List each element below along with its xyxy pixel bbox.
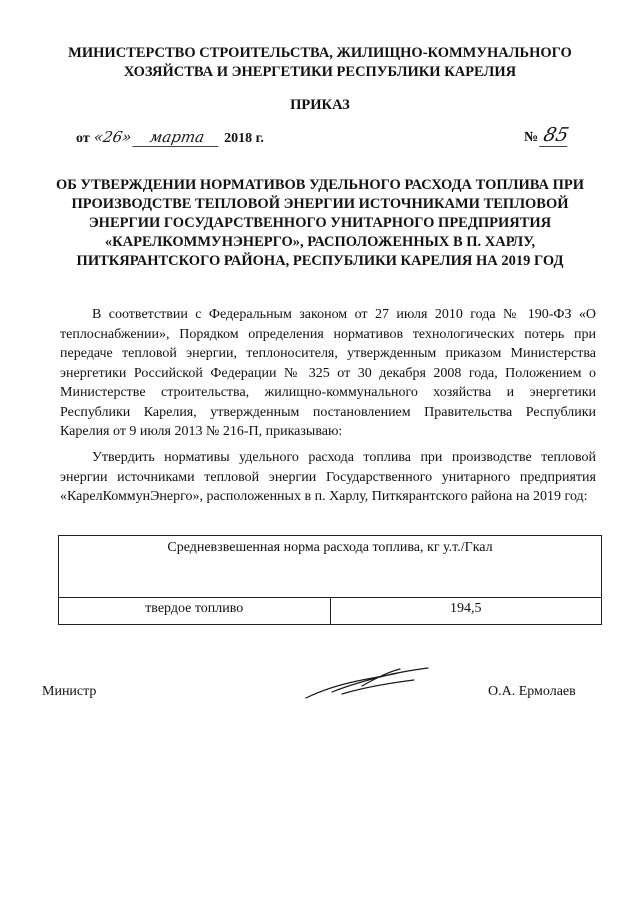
org-line-2: ХОЗЯЙСТВА И ЭНЕРГЕТИКИ РЕСПУБЛИКИ КАРЕЛИЯ: [123, 64, 517, 80]
document-type: ПРИКАЗ: [290, 97, 350, 113]
fuel-norm-table: [58, 535, 602, 625]
fuel-type-cell: твердое топливо: [59, 598, 331, 625]
order-subject: [40, 176, 600, 271]
table-row: [59, 598, 602, 625]
date-day: «26»: [92, 128, 134, 146]
fuel-value-cell: 194,5: [330, 598, 602, 625]
signer-name: О.А. Ермолаев: [488, 684, 576, 699]
subject-line-1: ОБ УТВЕРЖДЕНИИ НОРМАТИВОВ УДЕЛЬНОГО РАСХОДА ТОПЛИВА ПРИ: [55, 177, 585, 193]
table-header-row: [59, 536, 602, 598]
number-prefix: №: [524, 130, 539, 145]
subject-line-5: ПИТКЯРАНТСКОГО РАЙОНА, РЕСПУБЛИКИ КАРЕЛИЯ НА 2019 ГОД: [76, 253, 564, 269]
number-value: 85: [539, 124, 573, 147]
subject-line-3: ЭНЕРГИИ ГОСУДАРСТВЕННОГО УНИТАРНОГО ПРЕДПРИЯТИЯ: [88, 215, 552, 231]
body-paragraph-2: Утвердить нормативы удельного расхода топлива при производстве тепловой энергии источниками тепловой энергии Государственного унитарного предприятия «КарелКоммунЭнерго», расположенных в п. Харлу, Питкярантского района на 2019 год:: [60, 450, 596, 504]
signer-position: Министр: [42, 684, 97, 699]
order-date: [76, 128, 264, 147]
date-month: марта: [132, 128, 221, 147]
body-paragraph-1: В соответствии с Федеральным законом от 27 июля 2010 года № 190-ФЗ «О теплоснабжении», Порядком определения нормативов технологических потерь при передаче тепловой энергии, теплоносителя, утвержденным приказом Министерства энергетики Российской Федерации № 325 от 30 декабря 2008 года, Положением о Министерстве строительства, жилищно-коммунального хозяйства и энергетики Республики Карелия, утвержденным постановлением Правительства Республики Карелия от 9 июля 2013 № 216-П, приказываю:: [60, 307, 596, 439]
organization-header: [40, 44, 600, 82]
order-number: [524, 124, 570, 147]
date-year: 2018 г.: [224, 131, 264, 146]
subject-line-4: «КАРЕЛКОММУНЭНЕРГО», РАСПОЛОЖЕННЫХ В П. ХАРЛУ,: [104, 234, 536, 250]
table-header-cell: Средневзвешенная норма расхода топлива, кг у.т./Гкал: [59, 536, 602, 598]
handwritten-signature: [302, 660, 432, 702]
date-prefix: от: [76, 131, 90, 146]
subject-line-2: ПРОИЗВОДСТВЕ ТЕПЛОВОЙ ЭНЕРГИИ ИСТОЧНИКАМИ ТЕПЛОВОЙ: [71, 196, 569, 212]
org-line-1: МИНИСТЕРСТВО СТРОИТЕЛЬСТВА, ЖИЛИЩНО-КОММУНАЛЬНОГО: [68, 45, 572, 61]
